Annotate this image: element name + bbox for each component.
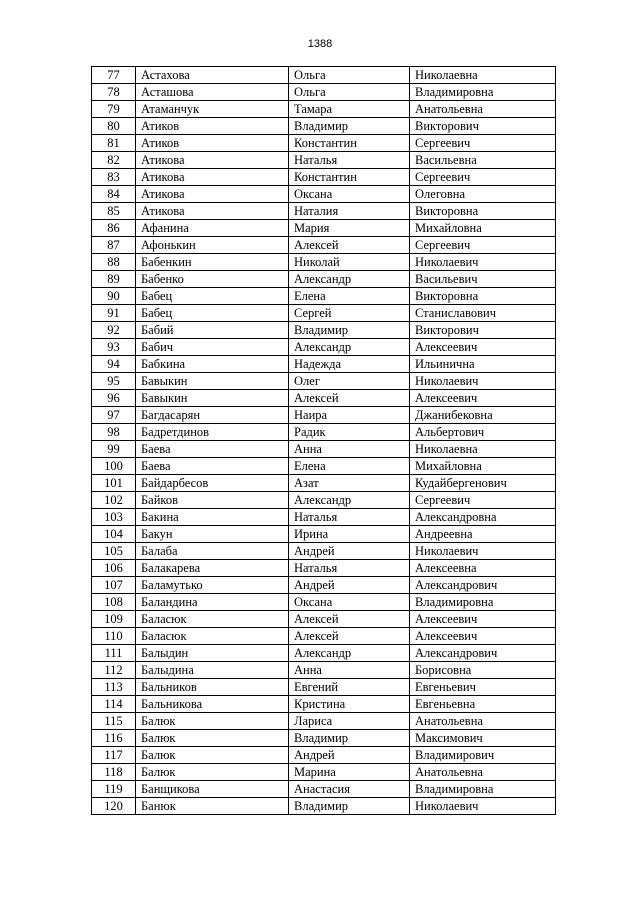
last-name-cell: Баласюк [136, 628, 289, 645]
first-name-cell: Сергей [289, 305, 410, 322]
row-number-cell: 97 [92, 407, 136, 424]
patronymic-cell: Викторович [410, 118, 556, 135]
last-name-cell: Астахова [136, 67, 289, 84]
first-name-cell: Александр [289, 492, 410, 509]
row-number-cell: 86 [92, 220, 136, 237]
first-name-cell: Наталья [289, 509, 410, 526]
first-name-cell: Владимир [289, 798, 410, 815]
table-row [92, 407, 556, 424]
table-row [92, 798, 556, 815]
first-name-cell: Андрей [289, 543, 410, 560]
patronymic-cell: Николаевич [410, 543, 556, 560]
row-number-cell: 80 [92, 118, 136, 135]
row-number-cell: 111 [92, 645, 136, 662]
patronymic-cell: Алексеевич [410, 628, 556, 645]
last-name-cell: Баева [136, 441, 289, 458]
first-name-cell: Елена [289, 458, 410, 475]
table-row [92, 696, 556, 713]
first-name-cell: Алексей [289, 611, 410, 628]
row-number-cell: 101 [92, 475, 136, 492]
patronymic-cell: Анатольевна [410, 713, 556, 730]
last-name-cell: Балакарева [136, 560, 289, 577]
patronymic-cell: Сергеевич [410, 492, 556, 509]
patronymic-cell: Васильевна [410, 152, 556, 169]
first-name-cell: Надежда [289, 356, 410, 373]
first-name-cell: Елена [289, 288, 410, 305]
patronymic-cell: Максимович [410, 730, 556, 747]
table-row [92, 662, 556, 679]
patronymic-cell: Владимировна [410, 594, 556, 611]
last-name-cell: Бальников [136, 679, 289, 696]
last-name-cell: Байков [136, 492, 289, 509]
table-row [92, 526, 556, 543]
patronymic-cell: Кудайбергенович [410, 475, 556, 492]
first-name-cell: Алексей [289, 628, 410, 645]
table-row [92, 322, 556, 339]
row-number-cell: 93 [92, 339, 136, 356]
row-number-cell: 95 [92, 373, 136, 390]
patronymic-cell: Алексеевич [410, 390, 556, 407]
last-name-cell: Бавыкин [136, 373, 289, 390]
first-name-cell: Ирина [289, 526, 410, 543]
row-number-cell: 117 [92, 747, 136, 764]
first-name-cell: Анна [289, 441, 410, 458]
row-number-cell: 104 [92, 526, 136, 543]
last-name-cell: Бабкина [136, 356, 289, 373]
patronymic-cell: Сергеевич [410, 135, 556, 152]
table-row [92, 356, 556, 373]
roster-table [91, 66, 556, 815]
page-number: 1388 [307, 38, 333, 50]
table-row [92, 152, 556, 169]
first-name-cell: Мария [289, 220, 410, 237]
first-name-cell: Владимир [289, 322, 410, 339]
row-number-cell: 87 [92, 237, 136, 254]
table-row [92, 186, 556, 203]
patronymic-cell: Владимировна [410, 84, 556, 101]
last-name-cell: Бабец [136, 305, 289, 322]
first-name-cell: Марина [289, 764, 410, 781]
table-row [92, 679, 556, 696]
row-number-cell: 116 [92, 730, 136, 747]
table-row [92, 305, 556, 322]
patronymic-cell: Анатольевна [410, 101, 556, 118]
row-number-cell: 82 [92, 152, 136, 169]
row-number-cell: 113 [92, 679, 136, 696]
row-number-cell: 119 [92, 781, 136, 798]
row-number-cell: 77 [92, 67, 136, 84]
table-row [92, 509, 556, 526]
patronymic-cell: Ильинична [410, 356, 556, 373]
table-row [92, 169, 556, 186]
table-row [92, 594, 556, 611]
first-name-cell: Азат [289, 475, 410, 492]
patronymic-cell: Викторовна [410, 203, 556, 220]
last-name-cell: Атикова [136, 169, 289, 186]
first-name-cell: Андрей [289, 747, 410, 764]
table-row [92, 441, 556, 458]
last-name-cell: Балюк [136, 747, 289, 764]
table-row [92, 271, 556, 288]
first-name-cell: Владимир [289, 730, 410, 747]
first-name-cell: Алексей [289, 390, 410, 407]
last-name-cell: Бакина [136, 509, 289, 526]
last-name-cell: Бальникова [136, 696, 289, 713]
row-number-cell: 91 [92, 305, 136, 322]
table-row [92, 645, 556, 662]
patronymic-cell: Владимировна [410, 781, 556, 798]
row-number-cell: 107 [92, 577, 136, 594]
first-name-cell: Ольга [289, 67, 410, 84]
last-name-cell: Банюк [136, 798, 289, 815]
row-number-cell: 120 [92, 798, 136, 815]
first-name-cell: Радик [289, 424, 410, 441]
last-name-cell: Балыдина [136, 662, 289, 679]
first-name-cell: Наира [289, 407, 410, 424]
row-number-cell: 108 [92, 594, 136, 611]
row-number-cell: 102 [92, 492, 136, 509]
patronymic-cell: Алексеевна [410, 560, 556, 577]
table-row [92, 288, 556, 305]
first-name-cell: Кристина [289, 696, 410, 713]
last-name-cell: Асташова [136, 84, 289, 101]
table-row [92, 373, 556, 390]
table-row [92, 84, 556, 101]
first-name-cell: Тамара [289, 101, 410, 118]
last-name-cell: Балаба [136, 543, 289, 560]
patronymic-cell: Евгеньевна [410, 696, 556, 713]
patronymic-cell: Андреевна [410, 526, 556, 543]
last-name-cell: Баламутько [136, 577, 289, 594]
row-number-cell: 110 [92, 628, 136, 645]
last-name-cell: Баландина [136, 594, 289, 611]
row-number-cell: 84 [92, 186, 136, 203]
first-name-cell: Александр [289, 271, 410, 288]
row-number-cell: 94 [92, 356, 136, 373]
roster-body [92, 67, 556, 815]
patronymic-cell: Александрович [410, 577, 556, 594]
row-number-cell: 83 [92, 169, 136, 186]
patronymic-cell: Джанибековна [410, 407, 556, 424]
patronymic-cell: Анатольевна [410, 764, 556, 781]
table-row [92, 339, 556, 356]
table-row [92, 543, 556, 560]
last-name-cell: Афонькин [136, 237, 289, 254]
last-name-cell: Бабич [136, 339, 289, 356]
table-row [92, 101, 556, 118]
table-row [92, 475, 556, 492]
row-number-cell: 81 [92, 135, 136, 152]
row-number-cell: 115 [92, 713, 136, 730]
patronymic-cell: Сергеевич [410, 169, 556, 186]
table-row [92, 577, 556, 594]
row-number-cell: 90 [92, 288, 136, 305]
last-name-cell: Афанина [136, 220, 289, 237]
patronymic-cell: Николаевна [410, 441, 556, 458]
first-name-cell: Ольга [289, 84, 410, 101]
first-name-cell: Александр [289, 645, 410, 662]
row-number-cell: 99 [92, 441, 136, 458]
patronymic-cell: Николаевич [410, 798, 556, 815]
table-row [92, 628, 556, 645]
last-name-cell: Банщикова [136, 781, 289, 798]
table-row [92, 713, 556, 730]
first-name-cell: Андрей [289, 577, 410, 594]
row-number-cell: 112 [92, 662, 136, 679]
table-row [92, 203, 556, 220]
first-name-cell: Константин [289, 135, 410, 152]
patronymic-cell: Николаевич [410, 373, 556, 390]
first-name-cell: Лариса [289, 713, 410, 730]
patronymic-cell: Михайловна [410, 220, 556, 237]
row-number-cell: 79 [92, 101, 136, 118]
patronymic-cell: Сергеевич [410, 237, 556, 254]
last-name-cell: Бабий [136, 322, 289, 339]
last-name-cell: Балюк [136, 730, 289, 747]
table-row [92, 492, 556, 509]
table-row [92, 611, 556, 628]
table-row [92, 118, 556, 135]
patronymic-cell: Николаевич [410, 254, 556, 271]
last-name-cell: Балюк [136, 764, 289, 781]
table-row [92, 560, 556, 577]
table-row [92, 254, 556, 271]
table-row [92, 67, 556, 84]
table-row [92, 730, 556, 747]
patronymic-cell: Алексеевич [410, 611, 556, 628]
last-name-cell: Атикова [136, 203, 289, 220]
last-name-cell: Байдарбесов [136, 475, 289, 492]
last-name-cell: Балыдин [136, 645, 289, 662]
patronymic-cell: Олеговна [410, 186, 556, 203]
patronymic-cell: Борисовна [410, 662, 556, 679]
row-number-cell: 106 [92, 560, 136, 577]
row-number-cell: 118 [92, 764, 136, 781]
patronymic-cell: Викторович [410, 322, 556, 339]
row-number-cell: 114 [92, 696, 136, 713]
first-name-cell: Александр [289, 339, 410, 356]
last-name-cell: Бадретдинов [136, 424, 289, 441]
first-name-cell: Оксана [289, 186, 410, 203]
row-number-cell: 105 [92, 543, 136, 560]
patronymic-cell: Евгеньевич [410, 679, 556, 696]
table-row [92, 458, 556, 475]
first-name-cell: Наталья [289, 152, 410, 169]
row-number-cell: 98 [92, 424, 136, 441]
first-name-cell: Константин [289, 169, 410, 186]
last-name-cell: Атиков [136, 118, 289, 135]
patronymic-cell: Алексеевич [410, 339, 556, 356]
last-name-cell: Баева [136, 458, 289, 475]
table-row [92, 135, 556, 152]
table-row [92, 747, 556, 764]
last-name-cell: Бабенко [136, 271, 289, 288]
last-name-cell: Атиков [136, 135, 289, 152]
table-row [92, 220, 556, 237]
first-name-cell: Наталия [289, 203, 410, 220]
patronymic-cell: Михайловна [410, 458, 556, 475]
first-name-cell: Николай [289, 254, 410, 271]
first-name-cell: Оксана [289, 594, 410, 611]
table-row [92, 237, 556, 254]
patronymic-cell: Владимирович [410, 747, 556, 764]
first-name-cell: Алексей [289, 237, 410, 254]
row-number-cell: 88 [92, 254, 136, 271]
patronymic-cell: Николаевна [410, 67, 556, 84]
patronymic-cell: Станиславович [410, 305, 556, 322]
row-number-cell: 96 [92, 390, 136, 407]
patronymic-cell: Александровна [410, 509, 556, 526]
last-name-cell: Багдасарян [136, 407, 289, 424]
patronymic-cell: Александрович [410, 645, 556, 662]
first-name-cell: Евгений [289, 679, 410, 696]
row-number-cell: 85 [92, 203, 136, 220]
last-name-cell: Бабец [136, 288, 289, 305]
last-name-cell: Бабенкин [136, 254, 289, 271]
row-number-cell: 100 [92, 458, 136, 475]
row-number-cell: 92 [92, 322, 136, 339]
first-name-cell: Анна [289, 662, 410, 679]
table-row [92, 390, 556, 407]
first-name-cell: Владимир [289, 118, 410, 135]
table-row [92, 424, 556, 441]
table-row [92, 764, 556, 781]
first-name-cell: Наталья [289, 560, 410, 577]
row-number-cell: 103 [92, 509, 136, 526]
row-number-cell: 78 [92, 84, 136, 101]
patronymic-cell: Альбертович [410, 424, 556, 441]
first-name-cell: Олег [289, 373, 410, 390]
last-name-cell: Бавыкин [136, 390, 289, 407]
last-name-cell: Атикова [136, 186, 289, 203]
patronymic-cell: Викторовна [410, 288, 556, 305]
last-name-cell: Бакун [136, 526, 289, 543]
last-name-cell: Баласюк [136, 611, 289, 628]
table-row [92, 781, 556, 798]
last-name-cell: Атаманчук [136, 101, 289, 118]
patronymic-cell: Васильевич [410, 271, 556, 288]
last-name-cell: Балюк [136, 713, 289, 730]
first-name-cell: Анастасия [289, 781, 410, 798]
row-number-cell: 89 [92, 271, 136, 288]
last-name-cell: Атикова [136, 152, 289, 169]
row-number-cell: 109 [92, 611, 136, 628]
